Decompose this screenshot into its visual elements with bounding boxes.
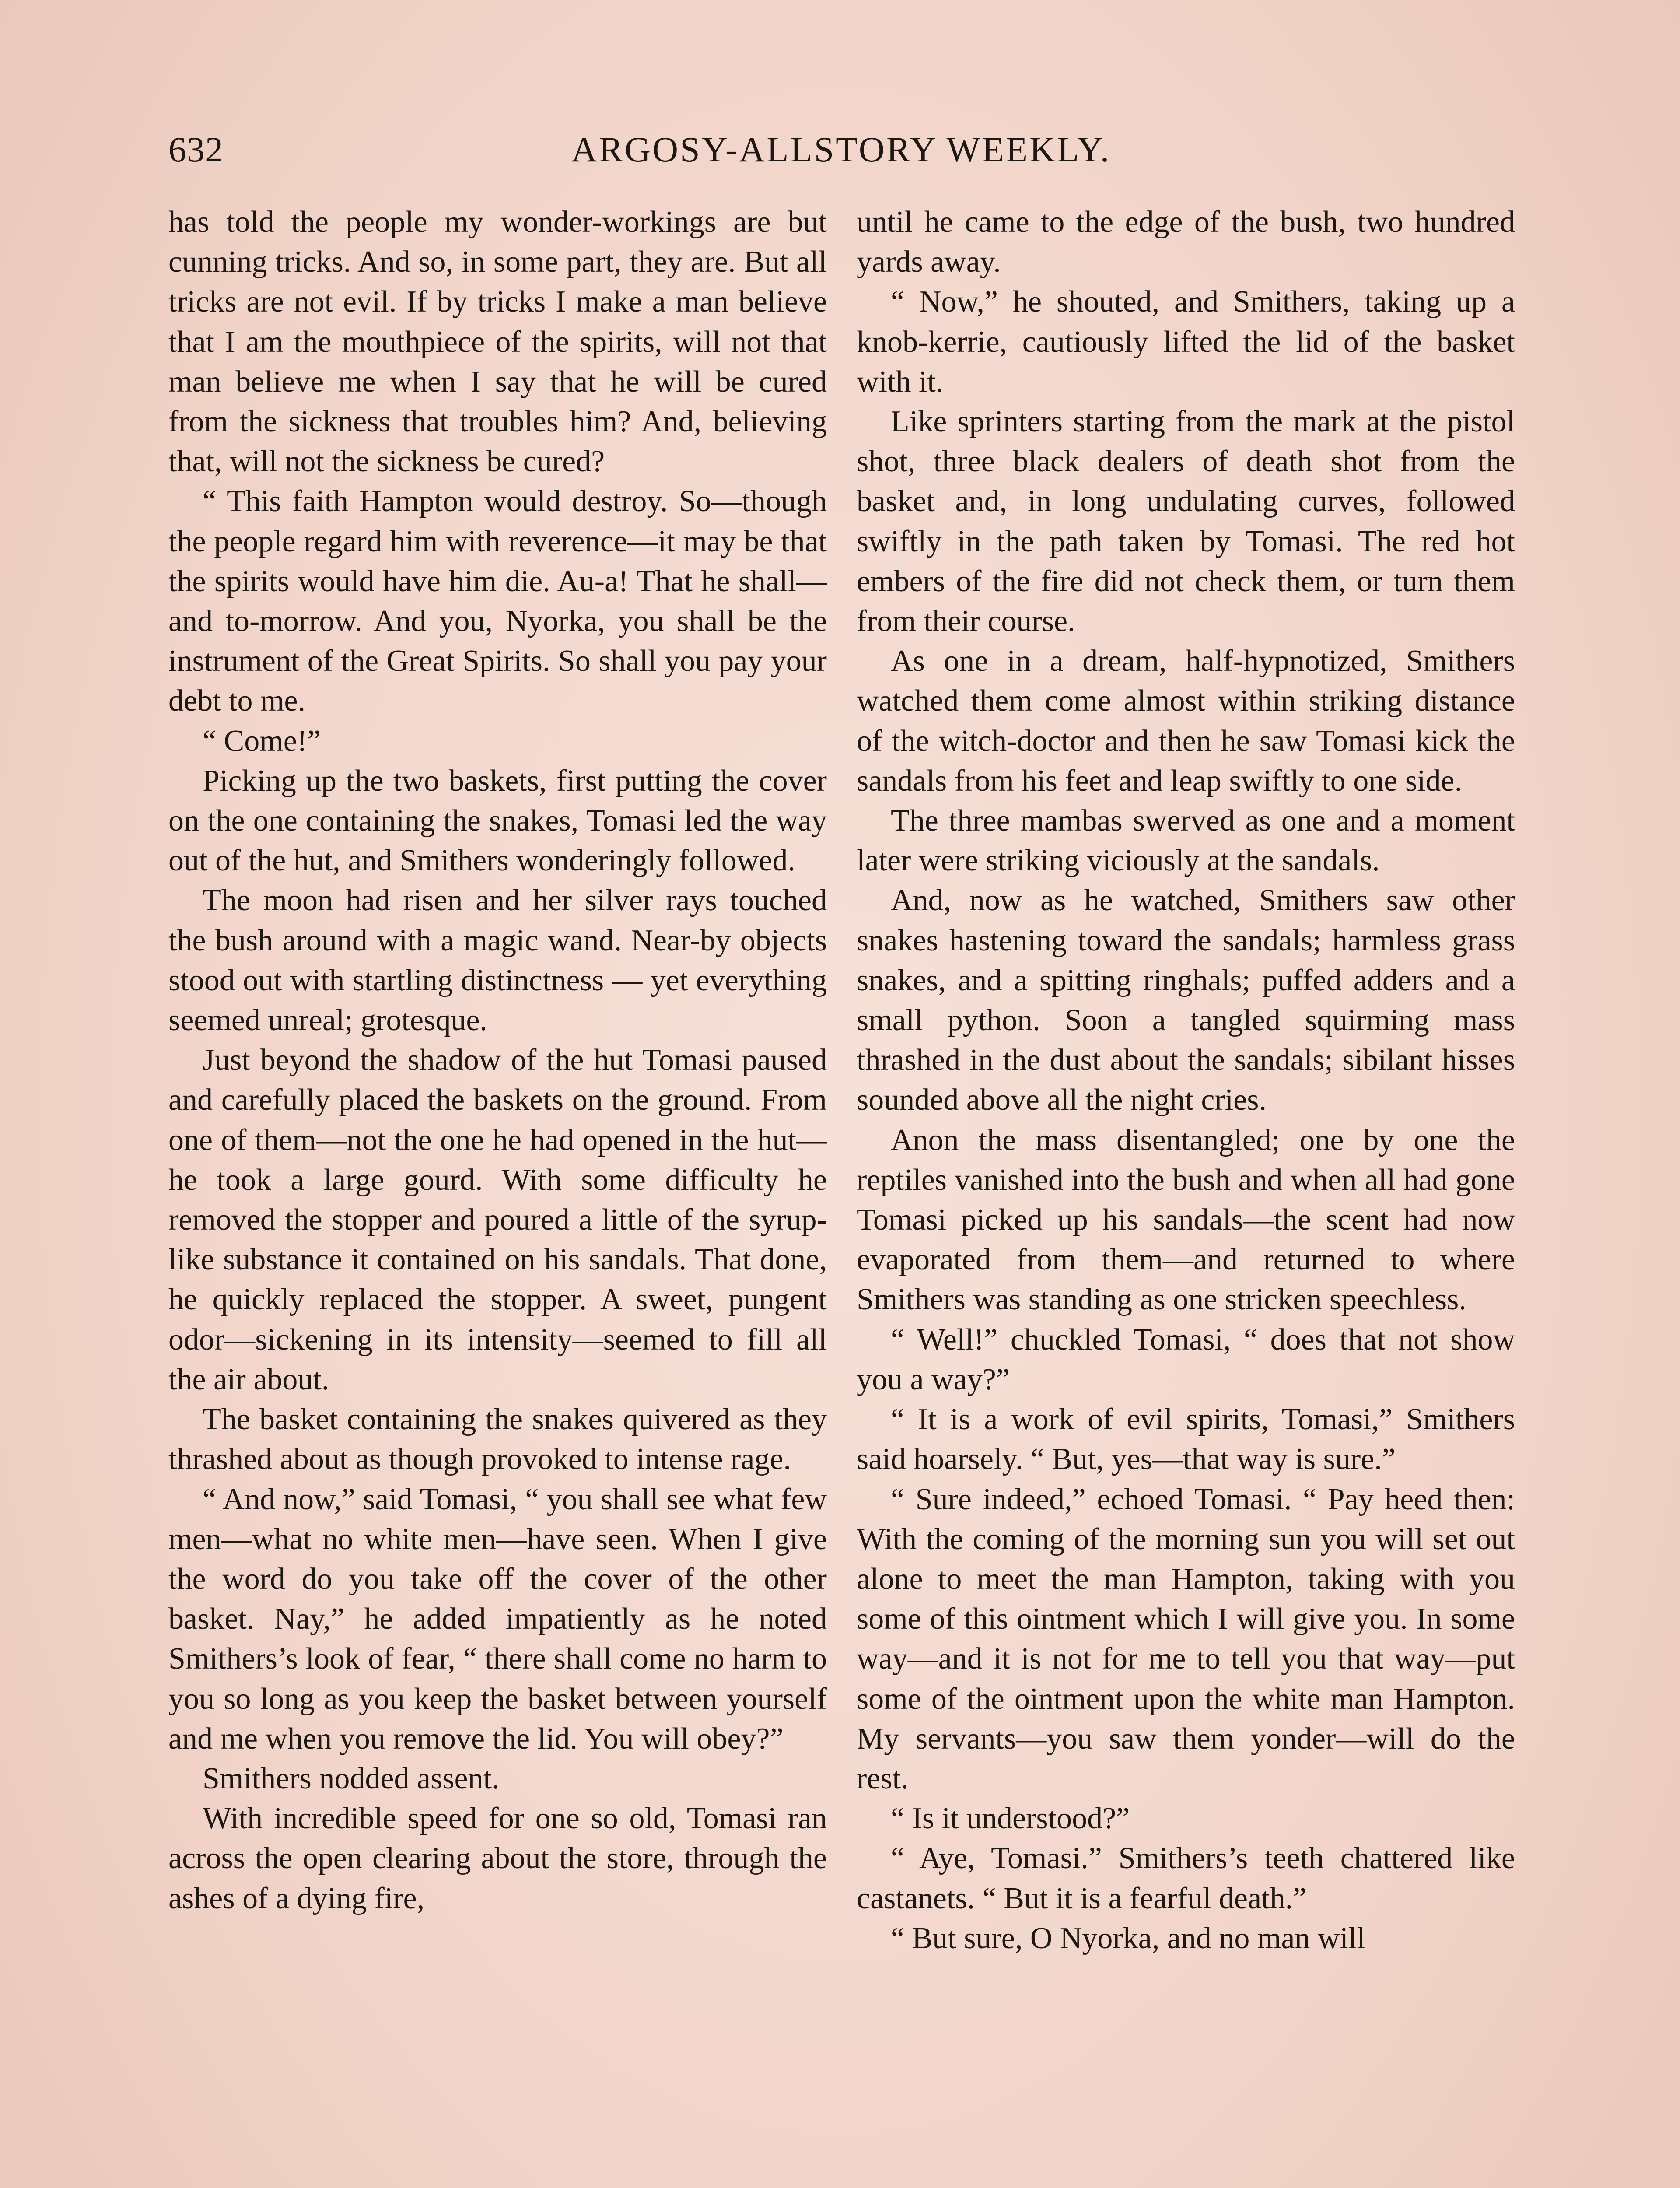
paragraph: “ Well!” chuckled Tomasi, “ does that not show you a way?” bbox=[857, 1322, 1515, 1396]
paragraph: Picking up the two baskets, first putting the cover on the one containing the snakes, Tomasi led the way out of the hut, and Smithers wonderingly followed. bbox=[168, 764, 827, 878]
paragraph: As one in a dream, half-hypnotized, Smithers watched them come almost within striking distance of the witch-doctor and then he saw Tomasi kick the sandals from his feet and leap swiftly to one side. bbox=[857, 644, 1515, 798]
paragraph: “ And now,” said Tomasi, “ you shall see what few men—what no white men—have seen. When I give the word do you take off the cover of the other basket. Nay,” he added impatiently as he noted Smithers’s look of fear, “ there shall come no harm to you so long as you keep the basket between yourself and me when you remove the lid. You will obey?” bbox=[168, 1482, 827, 1756]
paragraph: “ Come!” bbox=[203, 724, 321, 758]
paragraph: “ Aye, Tomasi.” Smithers’s teeth chattered like castanets. “ But it is a fearful death.” bbox=[857, 1841, 1515, 1915]
paragraph: The three mambas swerved as one and a moment later were striking viciously at the sandals. bbox=[857, 804, 1515, 878]
paragraph: “ But sure, O Nyorka, and no man will bbox=[891, 1921, 1365, 1955]
paragraph: With incredible speed for one so old, Tomasi ran across the open clearing about the store, through the ashes of a dying fire, bbox=[168, 1802, 827, 1915]
paragraph: “ Sure indeed,” echoed Tomasi. “ Pay heed then: With the coming of the morning sun you will set out alone to meet the man Hampton, taking with you some of this ointment which I will give you. In some way—and it is not for me to tell you that way—put some of the ointment upon the white man Hampton. My servants—you saw them yonder—will do the rest. bbox=[857, 1482, 1515, 1795]
left-column bbox=[168, 202, 827, 1918]
paragraph: Anon the mass disentangled; one by one the reptiles vanished into the bush and when all had gone Tomasi picked up his sandals—the scent had now evaporated from them—and returned to where Smithers was standing as one stricken speechless. bbox=[857, 1123, 1515, 1317]
paragraph: Smithers nodded assent. bbox=[203, 1761, 500, 1795]
paragraph: And, now as he watched, Smithers saw other snakes hastening toward the sandals; harmless grass snakes, and a spitting ringhals; puffed adders and a small python. Soon a tangled squirming mass thrashed in the dust about the sandals; sibilant hisses sounded above all the night cries. bbox=[857, 884, 1515, 1117]
paragraph: until he came to the edge of the bush, two hundred yards away. bbox=[857, 205, 1515, 279]
running-title: ARGOSY-ALLSTORY WEEKLY. bbox=[571, 130, 1111, 169]
paragraph: “ This faith Hampton would destroy. So—though the people regard him with reverence—it may be that the spirits would have him die. Au-a! That he shall—and to-morrow. And you, Nyorka, you shall be the instrument of the Great Spirits. So shall you pay your debt to me. bbox=[168, 484, 827, 718]
paragraph: The moon had risen and her silver rays touched the bush around with a magic wand. Near-by objects stood out with startling distinctness — yet everything seemed unreal; grotesque. bbox=[168, 884, 827, 1038]
paragraph: Like sprinters starting from the mark at the pistol shot, three black dealers of death shot from the basket and, in long undulating curves, followed swiftly in the path taken by Tomasi. The red hot embers of the fire did not check them, or turn them from their course. bbox=[857, 405, 1515, 638]
page-number: 632 bbox=[168, 130, 224, 169]
paragraph: “ It is a work of evil spirits, Tomasi,” Smithers said hoarsely. “ But, yes—that way is sure.” bbox=[857, 1403, 1515, 1476]
right-column bbox=[857, 202, 1515, 1958]
paragraph: The basket containing the snakes quivered as they thrashed about as though provoked to intense rage. bbox=[168, 1403, 827, 1476]
paragraph: has told the people my wonder-workings are but cunning tricks. And so, in some part, they are. But all tricks are not evil. If by tricks I make a man believe that I am the mouthpiece of the spirits, will not that man believe me when I say that he will be cured from the sickness that troubles him? And, believing that, will not the sickness be cured? bbox=[168, 205, 827, 479]
paragraph: “ Is it understood?” bbox=[891, 1802, 1130, 1836]
page-header bbox=[168, 119, 1514, 180]
paragraph: Just beyond the shadow of the hut Tomasi paused and carefully placed the baskets on the ground. From one of them—not the one he had opened in the hut—he took a large gourd. With some difficulty he removed the stopper and poured a little of the syrup-like substance it contained on his sandals. That done, he quickly replaced the stopper. A sweet, pungent odor—sickening in its intensity—seemed to fill all the air about. bbox=[168, 1043, 827, 1396]
paragraph: “ Now,” he shouted, and Smithers, taking up a knob-kerrie, cautiously lifted the lid of the basket with it. bbox=[857, 285, 1515, 399]
